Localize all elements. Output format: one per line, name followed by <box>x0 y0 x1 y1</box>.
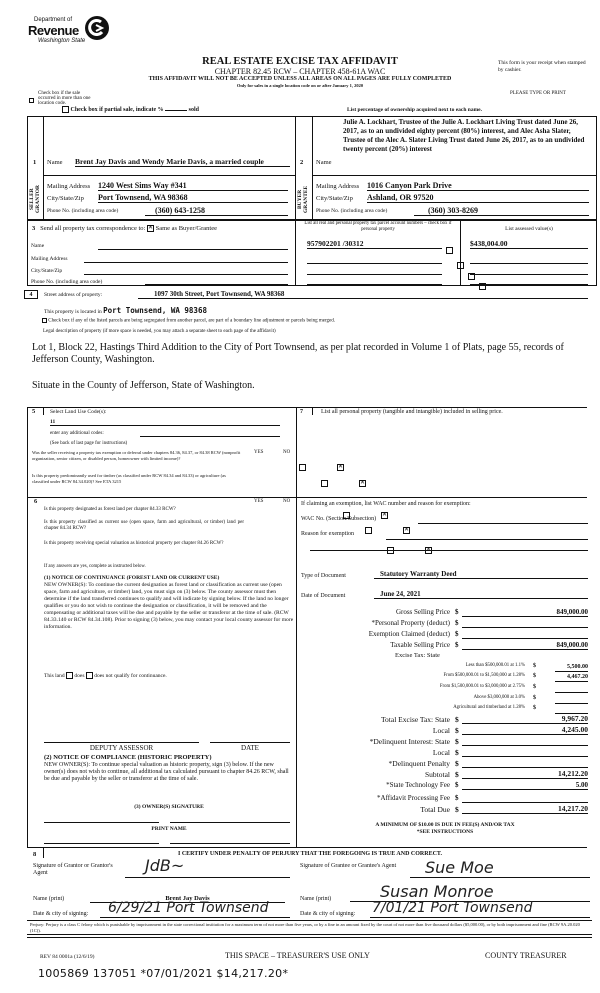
personal-property-label: List all personal property (tangible and intangible) included in selling price. <box>321 409 503 415</box>
delinquent-penalty-field[interactable] <box>462 759 588 768</box>
delinquent-penalty-row: *Delinquent Penalty $ <box>300 759 590 769</box>
tier3-field[interactable] <box>555 684 588 693</box>
state-technology-fee-row: *State Technology Fee $ 5.00 <box>386 781 588 789</box>
affidavit-processing-fee-row: *Affidavit Processing Fee $ <box>300 794 590 804</box>
q5a-yes-checkbox[interactable] <box>299 464 306 471</box>
dor-emblem-icon <box>84 15 110 41</box>
grantee-date-city-field[interactable]: 7/01/21 Port Townsend <box>370 902 590 918</box>
document-type-field[interactable]: Statutory Warranty Deed <box>374 570 588 579</box>
grantor-signature-field[interactable]: JdB~ <box>125 858 290 878</box>
personal-property-checkbox[interactable] <box>446 247 453 254</box>
tier4-row: Above $3,000,000 at 3.0% $ <box>300 695 590 705</box>
only-for-note: Only for sales in a single location code on or after January 1, 2020 <box>236 83 364 88</box>
form-subtitle: CHAPTER 82.45 RCW – CHAPTER 458-61A WAC <box>214 67 386 76</box>
tier2-row: From $500,000.01 to $1,500,000 at 1.28% $ 4,467.20 <box>443 673 588 680</box>
assessed-value-field[interactable] <box>470 268 588 275</box>
parcel-number-field[interactable] <box>307 268 442 275</box>
total-due-field[interactable]: 14,217.20 <box>462 805 588 814</box>
delinquent-interest-state-row: *Delinquent Interest: State $ <box>300 737 590 747</box>
taxable-selling-price-field[interactable]: 849,000.00 <box>462 641 588 650</box>
deputy-assessor-signature-field[interactable] <box>44 736 199 742</box>
seller-phone-field[interactable]: (360) 643-1258 <box>145 206 288 216</box>
local-tax-field[interactable]: 4,245.00 <box>462 726 588 735</box>
buyer-side-label: BUYER GRANTEE <box>297 185 309 213</box>
treasurer-stamp: 1005869 137051 *07/01/2021 $14,217.20* <box>38 967 289 980</box>
document-date-field[interactable]: June 24, 2021 <box>374 590 588 599</box>
assessed-value-field[interactable]: $438,004.00 <box>470 239 588 249</box>
property-street-field[interactable]: 1097 30th Street, Port Townsend, WA 98368 <box>138 290 588 299</box>
certification-statement: I CERTIFY UNDER PENALTY OF PERJURY THAT THE FOREGOING IS TRUE AND CORRECT. <box>177 851 442 857</box>
agri-row: Agricultural and timberland at 1.28% $ <box>300 705 590 715</box>
tier2-field[interactable]: 4,467.20 <box>555 673 588 682</box>
form-warning: THIS AFFIDAVIT WILL NOT BE ACCEPTED UNLESS ALL AREAS ON ALL PAGES ARE FULLY COMPLETED <box>148 76 452 82</box>
segregated-checkbox[interactable] <box>42 318 47 323</box>
correspondence-row: 3 Send all property tax correspondence to: ✕ Same as Buyer/Grantee <box>32 225 217 232</box>
multi-location-row: Check box if the sale occurred in more than one location code. <box>29 91 98 109</box>
seller-name-field[interactable]: Brent Jay Davis and Wendy Marie Davis, a married couple <box>75 157 290 167</box>
tier4-field[interactable] <box>555 695 588 704</box>
please-type-note: PLEASE TYPE OR PRINT <box>510 91 566 96</box>
continuance-row: This land does does not qualify for continuance. <box>44 672 167 679</box>
additional-codes-field[interactable] <box>140 431 280 437</box>
personal-property-field[interactable] <box>320 425 585 493</box>
local-tax-row: Local $ 4,245.00 <box>432 725 588 735</box>
partial-sale-percent-field[interactable] <box>165 110 187 111</box>
form-revision: REV 84 0001a (12/6/19) <box>40 954 95 960</box>
land-does-not-checkbox[interactable] <box>86 672 93 679</box>
owner-signature-field-2[interactable] <box>170 814 290 822</box>
buyer-phone-field[interactable]: (360) 303-8269 <box>414 206 589 216</box>
land-does-checkbox[interactable] <box>66 672 73 679</box>
property-located-field[interactable]: Port Townsend, WA 98368 <box>103 306 207 315</box>
legal-description[interactable]: Lot 1, Block 22, Hastings Third Addition to the City of Port Townsend, as per plat recorded in Volume 1 of Plats, page 55, records of Jefferson County, Washington. <box>32 342 564 365</box>
parcel-number-field[interactable] <box>307 278 442 285</box>
gross-selling-price-row: Gross Selling Price $ 849,000.00 <box>395 608 588 616</box>
perjury-notice: Perjury: Perjury is a class C felony which is punishable by imprisonment in the state correctional institution for a maximum term of not more than five years, or by a fine in an amount fixed by the court of not more than five thousand dollars ($5,000.00), or by both imprisonment and fine (RCW 9A.20.020 (1C)). <box>30 922 580 933</box>
parcels-header: List all real and personal property tax parcel account numbers – check box if personal property <box>304 221 452 232</box>
tier3-row: From $1,500,000.01 to $3,000,000 at 2.75% $ <box>300 684 590 694</box>
delinquent-interest-state-field[interactable] <box>462 737 588 746</box>
exemption-claimed-field[interactable] <box>462 630 588 639</box>
grantee-print-name-field[interactable]: Susan Monroe <box>350 886 590 902</box>
exemption-claimed-row: Exemption Claimed (deduct) $ <box>300 630 590 640</box>
situate-text: Situate in the County of Jefferson, State of Washington. <box>32 380 255 391</box>
subtotal-row: Subtotal $ 14,212.20 <box>424 769 588 779</box>
seller-city-field[interactable]: Port Townsend, WA 98368 <box>98 193 288 203</box>
correspondence-name-field[interactable] <box>98 243 288 250</box>
parcel-number-field[interactable]: 957902201 /30312 <box>307 239 442 249</box>
multi-location-checkbox[interactable] <box>29 98 34 103</box>
correspondence-city-field[interactable] <box>84 268 288 275</box>
delinquent-interest-local-row: Local $ <box>300 748 590 758</box>
state-technology-fee-field[interactable]: 5.00 <box>462 781 588 790</box>
wac-number-field[interactable] <box>418 517 588 524</box>
buyer-address-field[interactable]: 1016 Canyon Park Drive <box>367 181 589 191</box>
q6b-yes-checkbox[interactable] <box>365 527 372 534</box>
buyer-name-field[interactable]: Julie A. Lockhart, Trustee of the Julie A. Lockhart Living Trust dated June 26, 2017, as to an undivided eighty percent (80%) interest, and Alec Asha Slater, Trustee of the Alec A. Slater Living Trust dated June 26, 2017, as to an undivided twenty percent (20%) interest <box>343 118 585 153</box>
q6a-no-checkbox[interactable] <box>381 512 388 519</box>
subtotal-field[interactable]: 14,212.20 <box>462 770 588 779</box>
seller-side-label: SELLER GRANTOR <box>29 185 41 214</box>
correspondence-address-field[interactable] <box>84 256 288 263</box>
assessed-header: List assessed value(s) <box>505 226 553 232</box>
correspondence-phone-field[interactable] <box>145 278 288 285</box>
assessed-value-field[interactable] <box>470 278 588 285</box>
owner-signature-field-1[interactable] <box>44 814 159 822</box>
tier1-row: Less than $500,000.01 at 1.1% $ 5,500.00 <box>465 663 588 670</box>
seller-address-field[interactable]: 1240 West Sims Way #341 <box>98 181 288 191</box>
ownership-note: List percentage of ownership acquired next to each name. <box>347 107 482 113</box>
same-as-buyer-checkbox[interactable] <box>147 225 154 232</box>
buyer-city-field[interactable]: Ashland, OR 97520 <box>367 193 589 203</box>
grantor-print-name-field[interactable]: Brent Jay Davis <box>90 895 285 903</box>
personal-property-deduct-field[interactable] <box>462 619 588 628</box>
total-due-row: Total Due $ 14,217.20 <box>420 804 588 814</box>
personal-property-deduct-row: *Personal Property (deduct) $ <box>300 619 590 629</box>
assessed-value-field[interactable] <box>470 257 588 264</box>
land-use-code-field[interactable]: 11 <box>50 419 280 426</box>
affidavit-processing-fee-field[interactable] <box>462 794 588 803</box>
receipt-note: This form is your receipt when stamped by cashier. <box>498 60 586 73</box>
personal-property-checkbox[interactable] <box>457 262 464 269</box>
grantor-date-city-field[interactable]: 6/29/21 Port Townsend <box>100 902 290 918</box>
total-excise-state-field[interactable]: 9,967.20 <box>462 715 588 724</box>
partial-sale-row: Check box if partial sale, indicate % sold <box>62 106 199 113</box>
county-treasurer-label: COUNTY TREASURER <box>485 951 567 960</box>
tier1-field[interactable]: 5,500.00 <box>555 663 588 672</box>
gross-selling-price-field[interactable]: 849,000.00 <box>462 608 588 617</box>
treasurer-use-label: THIS SPACE – TREASURER'S USE ONLY <box>225 951 370 960</box>
grantee-signature-field[interactable]: Sue Moe <box>410 860 590 878</box>
parcel-number-field[interactable] <box>307 257 442 264</box>
total-excise-state-row: Total Excise Tax: State $ 9,967.20 <box>380 714 588 724</box>
agri-field[interactable] <box>555 705 588 714</box>
form-title: REAL ESTATE EXCISE TAX AFFIDAVIT <box>202 56 398 67</box>
partial-sale-checkbox[interactable] <box>62 106 69 113</box>
exemption-reason-field[interactable] <box>386 533 588 540</box>
delinquent-interest-local-field[interactable] <box>462 748 588 757</box>
taxable-selling-price-row: Taxable Selling Price $ 849,000.00 <box>390 641 588 649</box>
